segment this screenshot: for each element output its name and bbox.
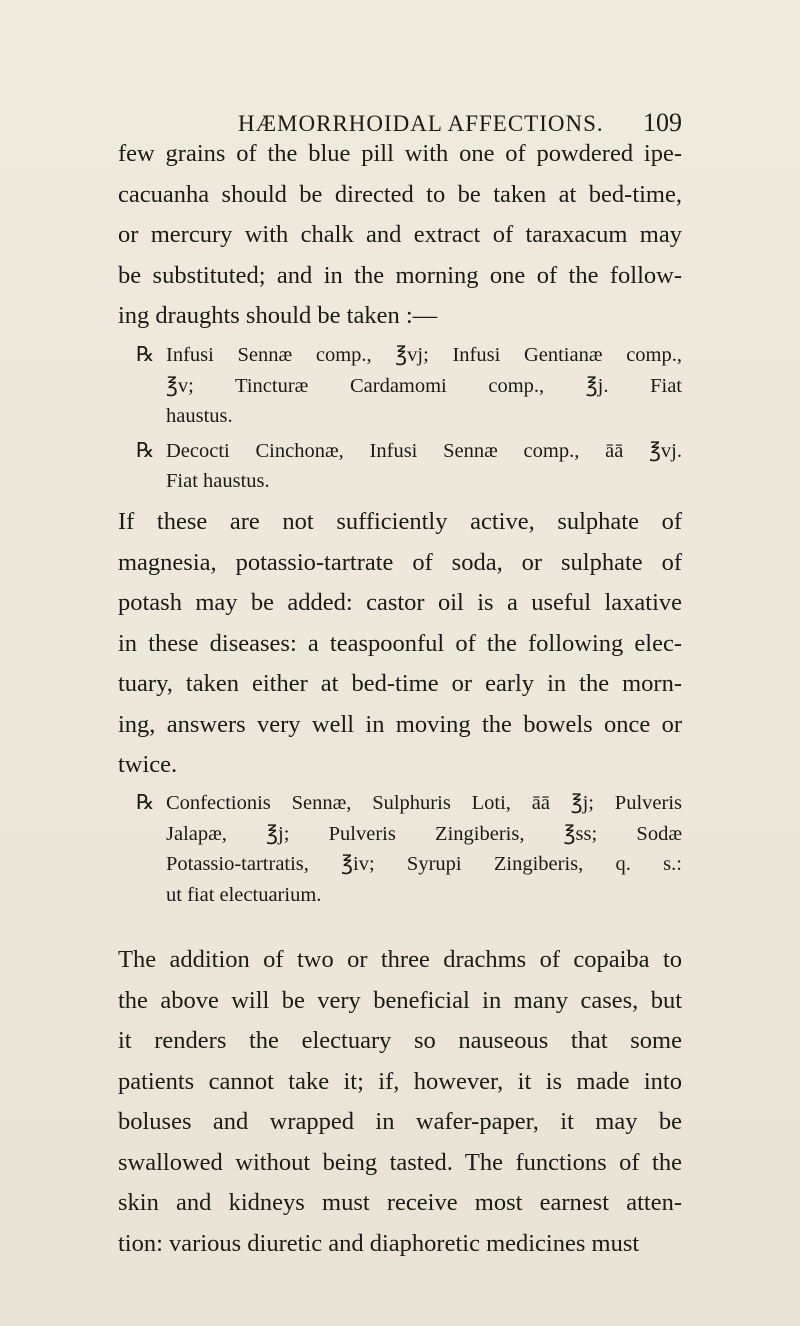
prescription [136,340,682,432]
text-line: patients cannot take it; if, however, it is made into [118,1067,682,1095]
text-line: If these are not sufficiently active, sulphate of [118,508,682,535]
paragraph-1 [118,134,682,337]
paragraph-3 [118,940,682,1264]
recipe-symbol: ℞ [136,792,155,814]
text-line: or mercury with chalk and extract of taraxacum may [118,221,682,248]
prescription-line: Jalapæ, ℥j; Pulveris Zingiberis, ℥ss; Sodæ [166,822,682,845]
prescription-line: ℥v; Tincturæ Cardamomi comp., ℥j. Fiat [166,374,682,397]
prescription-line: Confectionis Sennæ, Sulphuris Loti, āā ℥j; Pulveris [166,792,682,814]
text-line: twice. [118,751,178,778]
text-line: few grains of the blue pill with one of powdered ipe- [118,140,682,167]
prescription-line: Fiat haustus. [166,470,270,492]
text-line: the above will be very beneficial in many cases, but [118,986,682,1014]
recipe-symbol: ℞ [136,439,155,462]
text-line: it renders the electuary so nauseous that some [118,1027,682,1054]
text-line: in these diseases: a teaspoonful of the following elec- [118,629,682,657]
recipe-symbol: ℞ [136,344,155,366]
prescription-line: ut fiat electuarium. [166,883,322,906]
prescription-line: haustus. [166,405,233,427]
text-line: be substituted; and in the morning one of the follow- [118,261,682,289]
prescription-line: Potassio-tartratis, ℥iv; Syrupi Zingiberis, q. s.: [166,853,682,875]
text-line: The addition of two or three drachms of copaiba to [118,946,682,973]
prescription [136,788,682,910]
prescription-line: Decocti Cinchonæ, Infusi Sennæ comp., āā ℥vj. [166,439,682,462]
prescription [136,436,682,497]
prescription-line: Infusi Sennæ comp., ℥vj; Infusi Gentianæ comp., [166,344,682,366]
text-line: ing draughts should be taken :— [118,302,438,329]
prescriptions-1 [136,340,682,501]
text-line: skin and kidneys must receive most earnest atten- [118,1189,682,1216]
page-number: 109 [643,108,682,137]
text-line: tion: various diuretic and diaphoretic medicines must [118,1229,640,1257]
text-line: swallowed without being tasted. The functions of the [118,1148,682,1176]
prescriptions-2 [136,788,682,914]
running-head-title: HÆMORRHOIDAL AFFECTIONS. [238,111,604,136]
paragraph-2 [118,502,682,786]
text-line: tuary, taken either at bed-time or early in the morn- [118,670,682,697]
text-line: potash may be added: castor oil is a useful laxative [118,589,682,616]
text-line: boluses and wrapped in wafer-paper, it may be [118,1108,682,1135]
text-line: cacuanha should be directed to be taken at bed-time, [118,180,682,208]
text-line: magnesia, potassio-tartrate of soda, or sulphate of [118,548,682,576]
text-line: ing, answers very well in moving the bowels once or [118,710,682,738]
